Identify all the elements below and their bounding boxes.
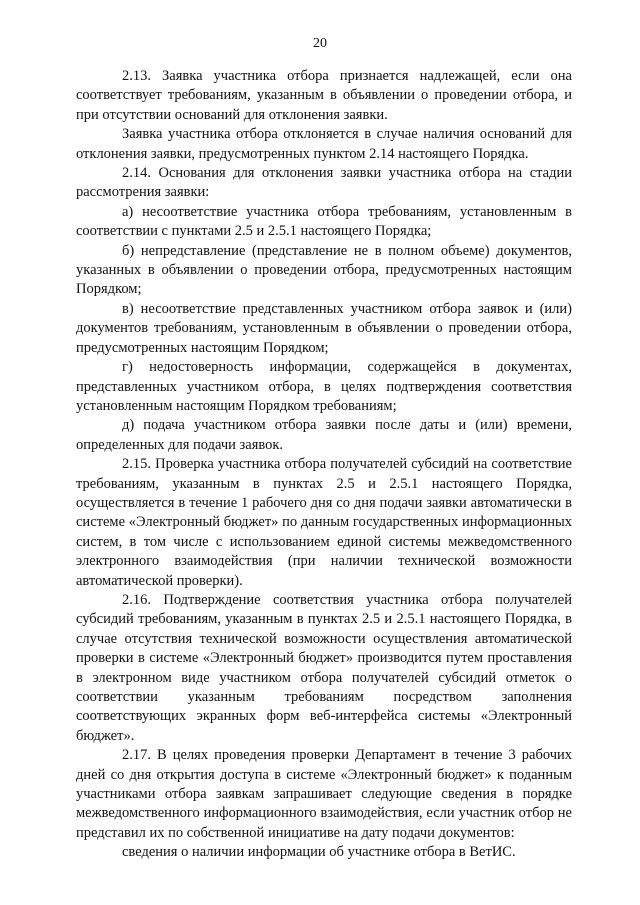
list-item-d: д) подача участником отбора заявки после даты и (или) времени, определенных для подачи заявок. <box>76 417 572 453</box>
list-item-g: г) недостоверность информации, содержащейся в документах, представленных участником отбора, в целях подтверждения соответствия установленным настоящим Порядком требованиям; <box>76 359 572 414</box>
paragraph-rejection-note: Заявка участника отбора отклоняется в случае наличия оснований для отклонения заявки, предусмотренных пунктом 2.14 настоящего Порядка. <box>76 126 572 162</box>
list-item-b: б) непредставление (представление не в полном объеме) документов, указанных в объявлении о проведении отбора, предусмотренных настоящим Порядком; <box>76 242 572 298</box>
paragraph-2-16: 2.16. Подтверждение соответствия участника отбора получателей субсидий требованиям, указанным в пунктах 2.5 и 2.5.1 настоящего Порядка, в случае отсутствия технической возможности осуществления автоматической проверки в системе «Электронный бюджет» производится путем проставления в электронном виде участником отбора получателей субсидий отметок о соответствии указанным требованиям посредством заполнения соответствующих экранных форм веб-интерфейса системы «Электронный бюджет». <box>76 591 572 744</box>
paragraph-2-15: 2.15. Проверка участника отбора получателей субсидий на соответствие требованиям, указанным в пунктах 2.5 и 2.5.1 настоящего Порядка, осуществляется в течение 1 рабочего дня со дня подачи заявки автоматически в системе «Электронный бюджет» по данным государственных информационных систем, в том числе с использованием единой системы межведомственного электронного взаимодействия (при наличии технической возможности автоматической проверки). <box>76 456 572 589</box>
paragraph-vetis: сведения о наличии информации об участнике отбора в ВетИС. <box>122 844 516 861</box>
page-number: 20 <box>313 36 327 51</box>
list-item-v: в) несоответствие представленных участником отбора заявок и (или) документов требованиям, установленным в объявлении о проведении отбора, предусмотренных настоящим Порядком; <box>76 300 572 356</box>
paragraph-2-13: 2.13. Заявка участника отбора признается надлежащей, если она соответствует требованиям, указанным в объявлении о проведении отбора, и при отсутствии оснований для отклонения заявки. <box>76 68 572 123</box>
paragraph-2-14: 2.14. Основания для отклонения заявки участника отбора на стадии рассмотрения заявки: <box>76 165 572 201</box>
document-body <box>76 67 572 863</box>
paragraph-2-17: 2.17. В целях проведения проверки Департамент в течение 3 рабочих дней со дня открытия доступа в системе «Электронный бюджет» к поданным участниками отбора заявкам запрашивает следующие сведения в порядке межведомственного информационного взаимодействия, если участник отбор не представил их по собственной инициативе на дату подачи документов: <box>76 747 572 841</box>
list-item-a: а) несоответствие участника отбора требованиям, установленным в соответствии с пунктами 2.5 и 2.5.1 настоящего Порядка; <box>76 203 572 240</box>
